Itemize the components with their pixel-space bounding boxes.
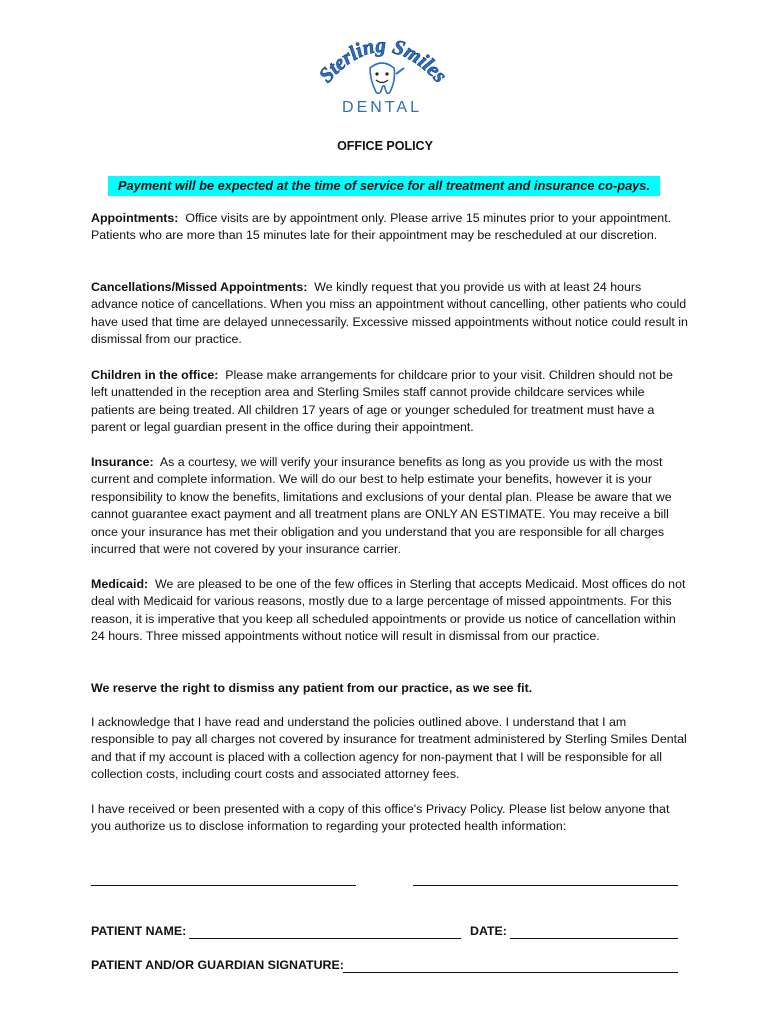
svg-text:DENTAL: DENTAL [342, 99, 422, 116]
guardian-signature-label: PATIENT AND/OR GUARDIAN SIGNATURE: [91, 958, 344, 972]
svg-text:Sterling Smiles: Sterling Smiles [313, 32, 452, 88]
authorized-person-line-2[interactable] [413, 885, 678, 886]
section-text: As a courtesy, we will verify your insurance benefits as long as you provide us with the most current and complete information. We will do our best to help estimate your benefits, however it is your responsibility to know the benefits, limitations and exclusions of your dental plan. Please be aware that we cannot guarantee exact payment and all treatment plans are ONLY AN ESTIMATE. You may receive a bill once your insurance has met their obligation and you understand that you are responsible for all charges incurred that were not covered by your insurance carrier. [91, 455, 672, 557]
sterling-smiles-logo [312, 28, 452, 118]
insurance-section [91, 454, 691, 558]
guardian-signature-field[interactable] [343, 972, 678, 973]
section-label: Children in the office: [91, 368, 219, 382]
patient-name-field[interactable] [189, 938, 461, 939]
date-field[interactable] [510, 938, 678, 939]
authorized-person-line-1[interactable] [91, 885, 356, 886]
appointments-section [91, 210, 691, 245]
section-label: Medicaid: [91, 577, 149, 591]
section-text: Office visits are by appointment only. Please arrive 15 minutes prior to your appointment. Patients who are more than 15 minutes late for their appointment may be rescheduled at our discretion. [91, 211, 672, 243]
section-label: Cancellations/Missed Appointments: [91, 280, 308, 294]
patient-name-label: PATIENT NAME: [91, 924, 187, 938]
section-label: Appointments: [91, 211, 179, 225]
tooth-icon [370, 63, 404, 93]
page-title: OFFICE POLICY [337, 139, 433, 153]
acknowledge-paragraph: I acknowledge that I have read and understand the policies outlined above. I understand that I am responsible to pay all charges not covered by insurance for treatment administered by Sterling Smiles Dental and that if my account is placed with a collection agency for non-payment that I will be responsible for all collection costs, including court costs and associated attorney fees. [91, 715, 687, 782]
children-section [91, 367, 691, 437]
privacy-paragraph: I have received or been presented with a copy of this office's Privacy Policy. Please list below anyone that you authorize us to disclose information to regarding your protected health information: [91, 802, 670, 834]
section-text: We kindly request that you provide us with at least 24 hours advance notice of cancellations. When you miss an appointment without cancelling, other patients who could have used that time are delayed unnecessarily. Excessive missed appointments without notice could result in dismissal from our practice. [91, 280, 688, 347]
medicaid-section [91, 576, 691, 646]
section-text: Please make arrangements for childcare prior to your visit. Children should not be left unattended in the reception area and Sterling Smiles staff cannot provide childcare services while patients are being treated. All children 17 years of age or younger scheduled for treatment must have a parent or legal guardian present in the office during their appointment. [91, 368, 673, 435]
cancellations-section [91, 279, 691, 349]
section-label: Insurance: [91, 455, 154, 469]
date-label: DATE: [470, 924, 507, 938]
section-text: We are pleased to be one of the few offices in Sterling that accepts Medicaid. Most offices do not deal with Medicaid for various reasons, mostly due to a large percentage of missed appointments. For this reason, it is imperative that you keep all scheduled appointments or provide us notice of cancellation within 24 hours. Three missed appointments without notice will result in dismissal from our practice. [91, 577, 686, 644]
payment-banner: Payment will be expected at the time of service for all treatment and insurance co-pays. [108, 176, 660, 196]
reserve-statement: We reserve the right to dismiss any patient from our practice, as we see fit. [91, 681, 533, 695]
